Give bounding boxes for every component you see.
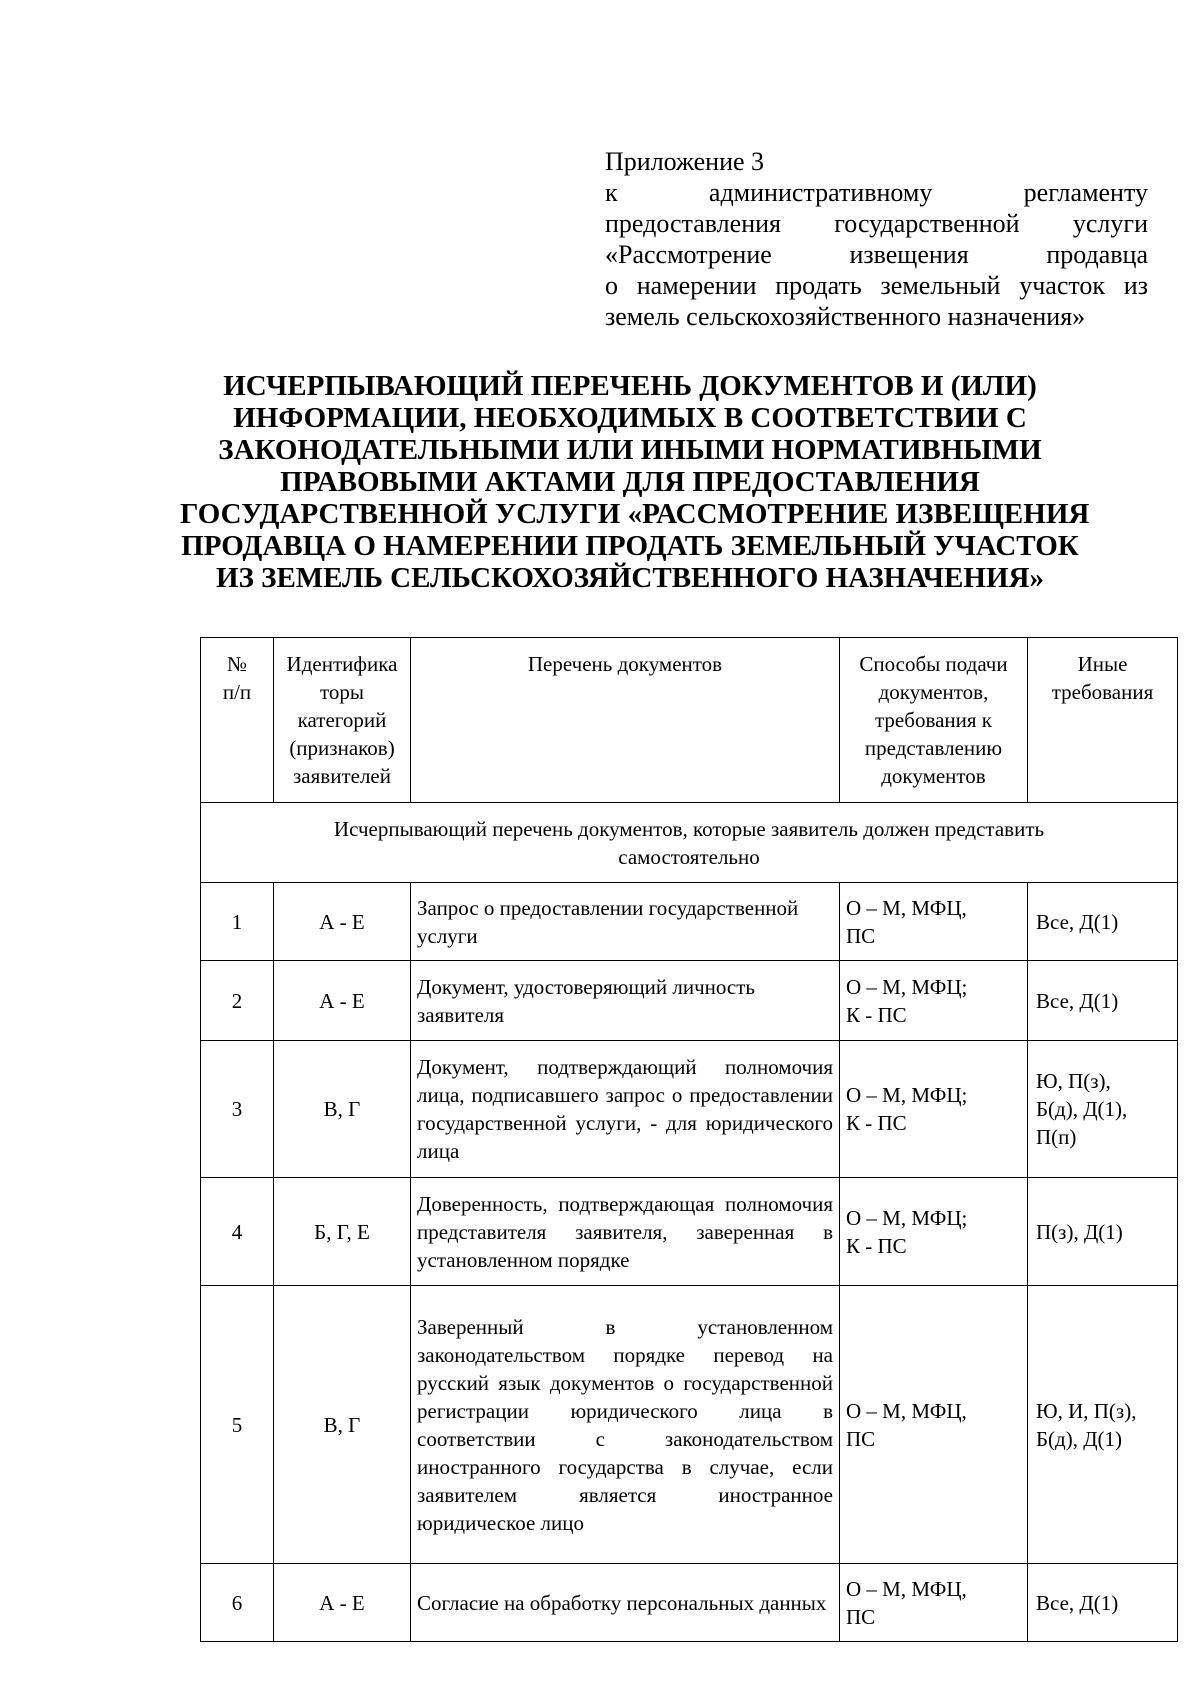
- submission-line: О – М, МФЦ,: [846, 895, 967, 920]
- row-number: 6: [201, 1564, 274, 1642]
- header-text: (признаков): [289, 736, 395, 760]
- header-text: категорий: [297, 708, 387, 732]
- other-line: Ю, П(з),: [1036, 1069, 1111, 1093]
- header-text: Способы подачи: [859, 652, 1008, 676]
- submission-line: О – М, МФЦ;: [846, 1205, 968, 1230]
- other-line: Б(д), Д(1),: [1036, 1097, 1128, 1121]
- row-other: [1028, 1286, 1178, 1564]
- row-submission: [840, 1286, 1028, 1564]
- row-category: Б, Г, Е: [274, 1178, 411, 1286]
- section-heading: [201, 803, 1178, 883]
- title-line: ПРАВОВЫМИ АКТАМИ ДЛЯ ПРЕДОСТАВЛЕНИЯ: [280, 466, 980, 498]
- header-submission: [840, 638, 1028, 803]
- submission-line: О – М, МФЦ;: [846, 974, 968, 999]
- row-number: 5: [201, 1286, 274, 1564]
- row-document: Документ, подтверждающий полномочия лица, подписавшего запрос о предоставлении государственной услуги, - для юридического лица: [411, 1041, 840, 1178]
- submission-line: О – М, МФЦ,: [846, 1576, 967, 1601]
- section-text: Исчерпывающий перечень документов, которые заявитель должен представить: [333, 816, 1045, 841]
- documents-table: [200, 637, 1178, 1642]
- row-category: А - Е: [274, 1564, 411, 1642]
- submission-line: К - ПС: [846, 1233, 907, 1258]
- header-text: требования к: [875, 708, 992, 732]
- table-row: [201, 1041, 1178, 1178]
- row-document: Заверенный в установленном законодательством порядке перевод на русский язык документов о государственной регистрации юридического лица в соответствии с законодательством иностранного государства в случае, если заявителем является иностранное юридическое лицо: [411, 1286, 840, 1564]
- header-other: [1028, 638, 1178, 803]
- row-other: [1028, 961, 1178, 1041]
- annex-line: к административному регламенту: [605, 178, 1148, 207]
- header-category: [274, 638, 411, 803]
- row-document: Согласие на обработку персональных данных: [411, 1564, 840, 1642]
- header-num: [201, 638, 274, 803]
- submission-line: ПС: [846, 923, 876, 948]
- annex-line: земель сельскохозяйственного назначения»: [605, 302, 1086, 331]
- annex-title: Приложение 3: [605, 147, 765, 176]
- table-row: [201, 961, 1178, 1041]
- table-row: [201, 883, 1178, 961]
- row-document: Запрос о предоставлении государственной услуги: [411, 883, 840, 961]
- header-documents: [411, 638, 840, 803]
- row-number: 4: [201, 1178, 274, 1286]
- other-line: П(з), Д(1): [1036, 1219, 1123, 1244]
- header-text: торы: [319, 680, 364, 704]
- other-line: П(п): [1036, 1125, 1077, 1149]
- header-text: представлению: [864, 736, 1003, 760]
- row-category: А - Е: [274, 961, 411, 1041]
- other-line: Б(д), Д(1): [1036, 1426, 1123, 1451]
- submission-line: ПС: [846, 1604, 876, 1629]
- row-submission: [840, 1041, 1028, 1178]
- row-other: [1028, 1564, 1178, 1642]
- header-text: №: [226, 652, 248, 676]
- submission-line: К - ПС: [846, 1002, 907, 1027]
- row-other: [1028, 1041, 1178, 1178]
- header-text: требования: [1051, 680, 1154, 704]
- submission-line: О – М, МФЦ,: [846, 1398, 967, 1423]
- header-text: документов: [881, 764, 986, 788]
- table-row: [201, 1286, 1178, 1564]
- header-text: Идентифика: [286, 652, 398, 676]
- annex-line: о намерении продать земельный участок из: [605, 271, 1148, 300]
- row-category: В, Г: [274, 1041, 411, 1178]
- submission-line: ПС: [846, 1426, 876, 1451]
- header-text: документов,: [878, 680, 989, 704]
- row-submission: [840, 883, 1028, 961]
- other-line: Ю, И, П(з),: [1036, 1398, 1137, 1423]
- other-line: Все, Д(1): [1036, 988, 1119, 1013]
- row-category: В, Г: [274, 1286, 411, 1564]
- document-title: [180, 370, 1090, 594]
- submission-line: О – М, МФЦ;: [846, 1083, 968, 1107]
- title-line: ЗАКОНОДАТЕЛЬНЫМИ ИЛИ ИНЫМИ НОРМАТИВНЫМИ: [218, 434, 1042, 466]
- header-text: Иные: [1077, 652, 1128, 676]
- row-document: Документ, удостоверяющий личность заявителя: [411, 961, 840, 1041]
- other-line: Все, Д(1): [1036, 909, 1119, 934]
- header-text: Перечень документов: [527, 652, 723, 676]
- table-row: [201, 1564, 1178, 1642]
- row-number: 1: [201, 883, 274, 961]
- annex-block: [605, 146, 1148, 332]
- title-line: ИЗ ЗЕМЕЛЬ СЕЛЬСКОХОЗЯЙСТВЕННОГО НАЗНАЧЕНИЯ»: [216, 562, 1044, 594]
- header-text: заявителей: [293, 764, 391, 788]
- other-line: Все, Д(1): [1036, 1590, 1119, 1615]
- table-header-row: [201, 638, 1178, 803]
- title-line: ПРОДАВЦА О НАМЕРЕНИИ ПРОДАТЬ ЗЕМЕЛЬНЫЙ УЧАСТОК: [181, 530, 1079, 562]
- row-other: [1028, 1178, 1178, 1286]
- row-submission: [840, 1178, 1028, 1286]
- section-row: [201, 803, 1178, 883]
- row-document: Доверенность, подтверждающая полномочия представителя заявителя, заверенная в установленном порядке: [411, 1178, 840, 1286]
- annex-line: «Рассмотрение извещения продавца: [605, 240, 1148, 269]
- header-text: п/п: [222, 680, 252, 704]
- title-line: ГОСУДАРСТВЕННОЙ УСЛУГИ «РАССМОТРЕНИЕ ИЗВЕЩЕНИЯ: [180, 498, 1090, 530]
- row-submission: [840, 961, 1028, 1041]
- row-category: А - Е: [274, 883, 411, 961]
- section-text: самостоятельно: [618, 844, 760, 869]
- row-number: 2: [201, 961, 274, 1041]
- row-number: 3: [201, 1041, 274, 1178]
- row-other: [1028, 883, 1178, 961]
- title-line: ИСЧЕРПЫВАЮЩИЙ ПЕРЕЧЕНЬ ДОКУМЕНТОВ И (ИЛИ): [223, 370, 1037, 402]
- row-submission: [840, 1564, 1028, 1642]
- submission-line: К - ПС: [846, 1111, 907, 1135]
- annex-line: предоставления государственной услуги: [605, 209, 1148, 238]
- table-row: [201, 1178, 1178, 1286]
- title-line: ИНФОРМАЦИИ, НЕОБХОДИМЫХ В СООТВЕТСТВИИ С: [233, 402, 1027, 434]
